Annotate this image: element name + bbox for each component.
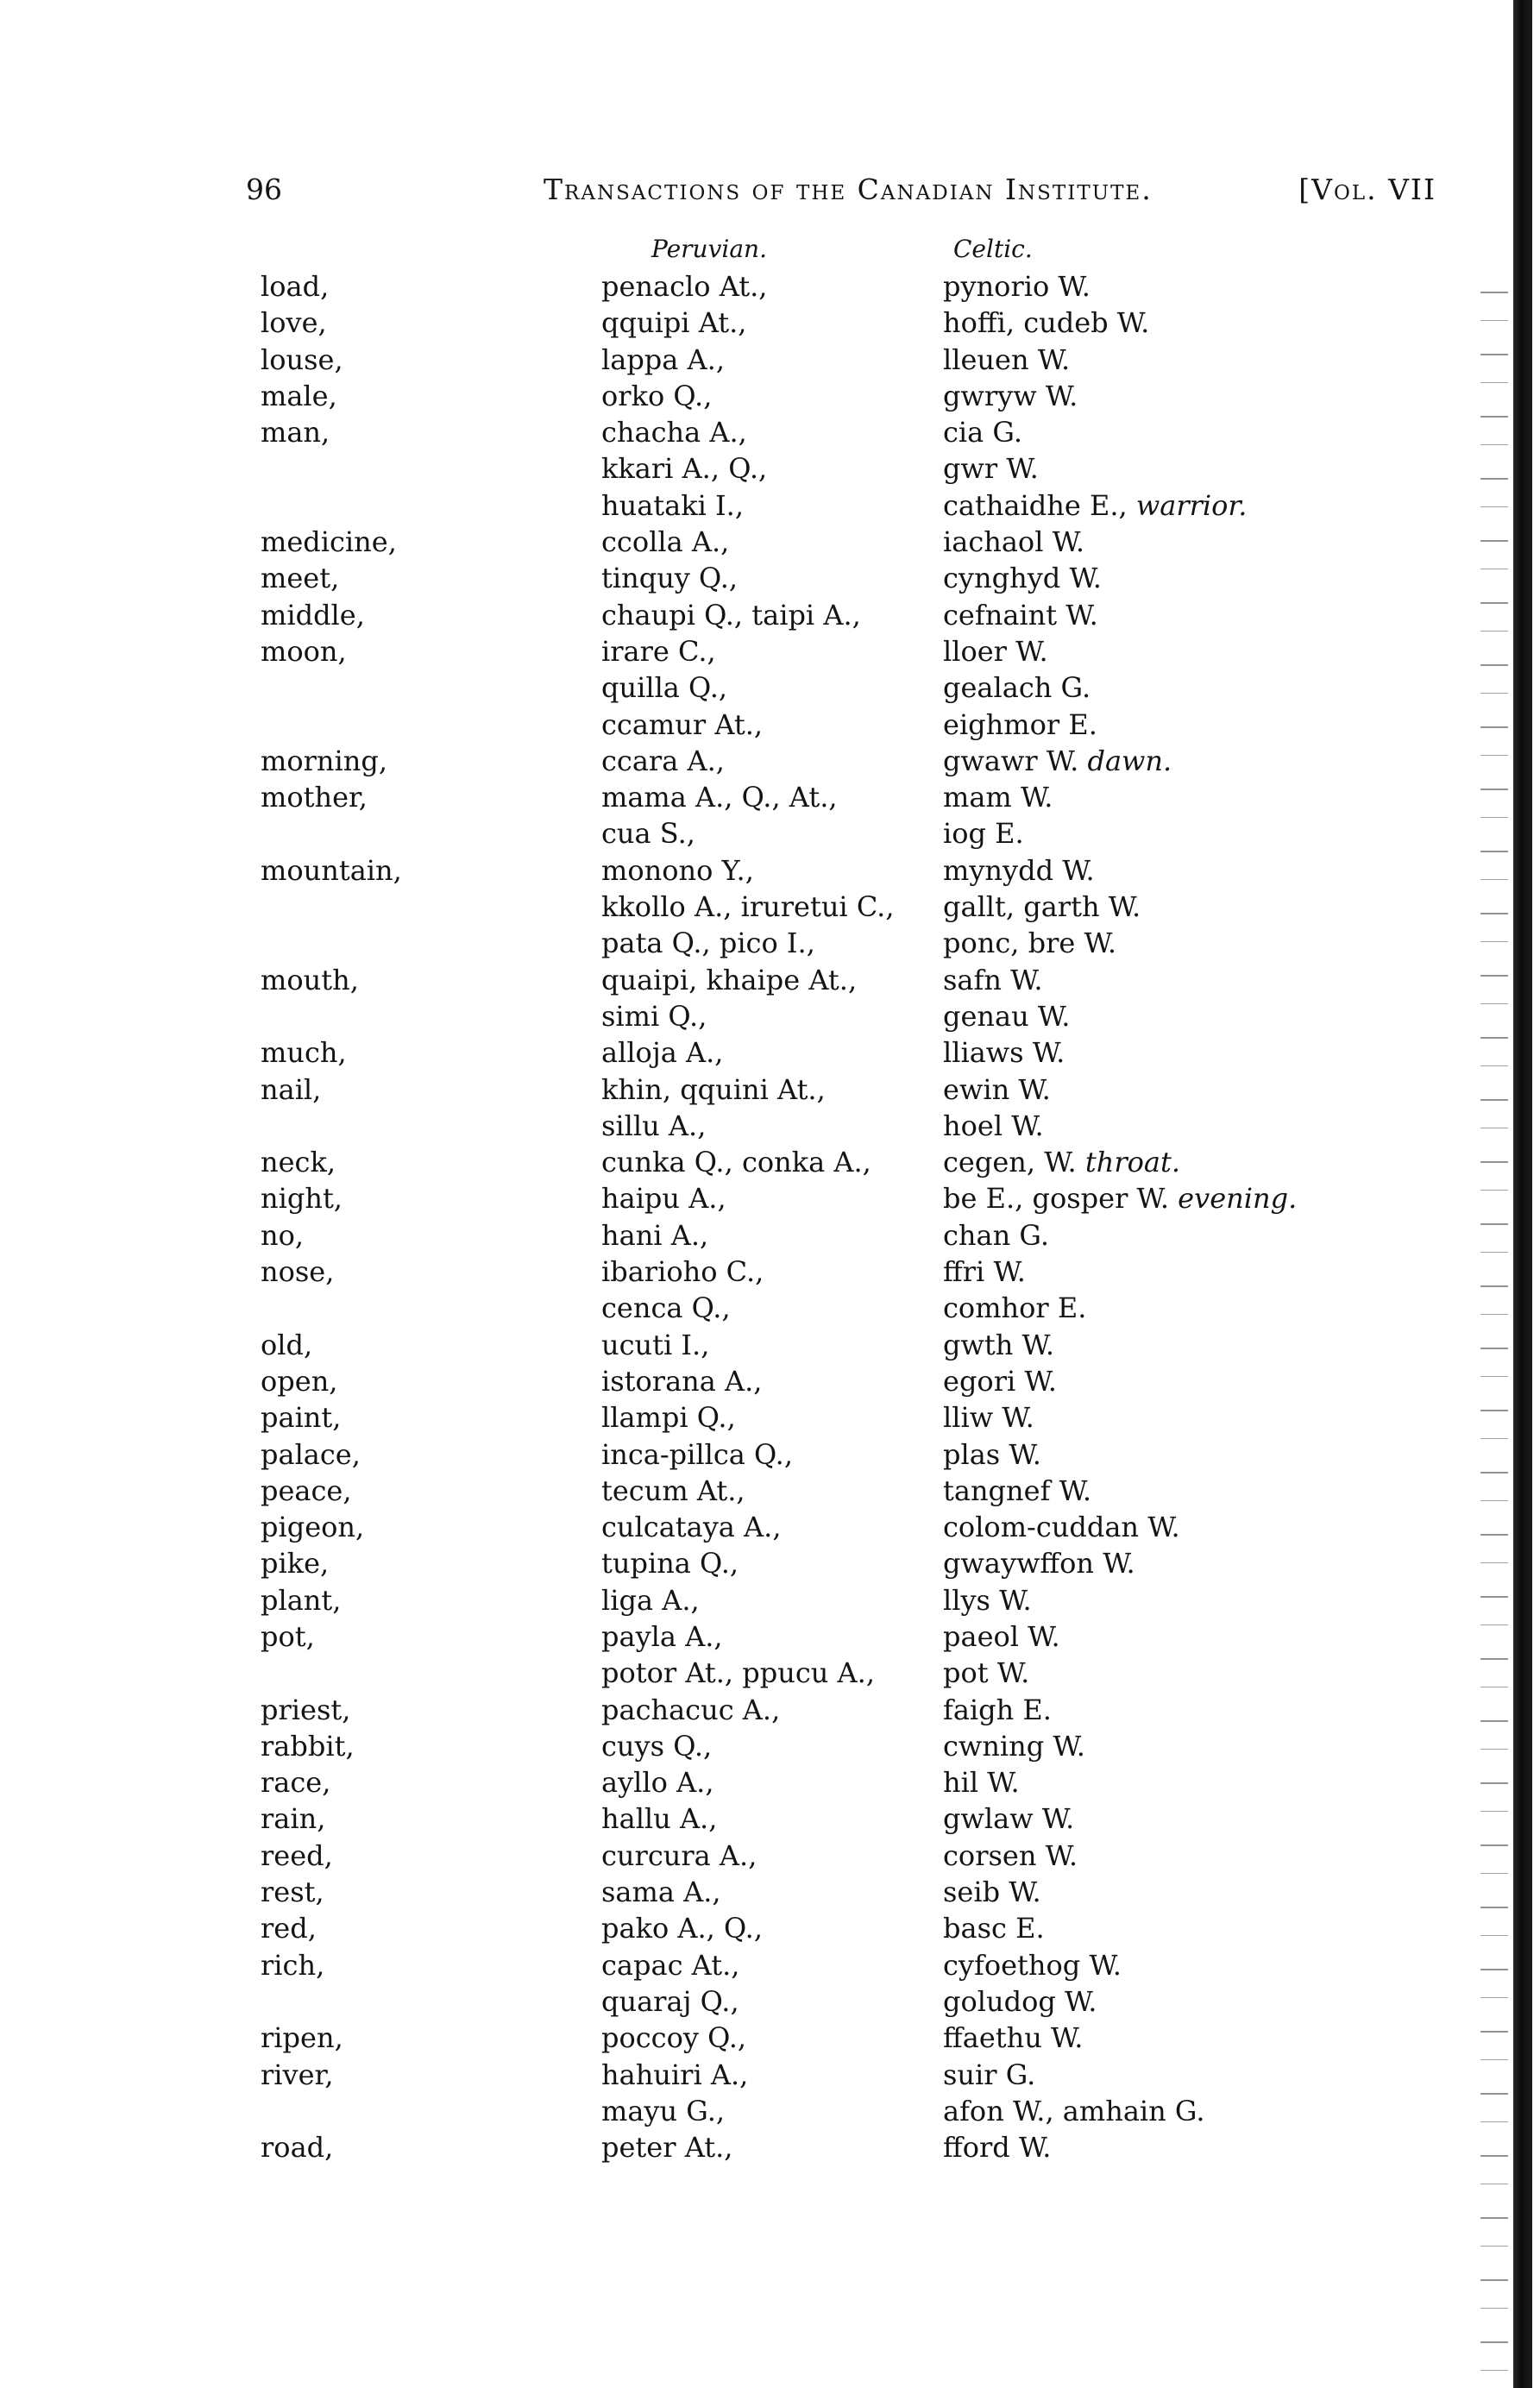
celtic-word-text: gallt, garth W.: [943, 890, 1141, 924]
vocabulary-row: [0, 669, 1540, 706]
vocabulary-row: [0, 925, 1540, 961]
english-word: priest,: [261, 1693, 351, 1726]
peruvian-word: mayu G.,: [601, 2094, 726, 2127]
celtic-word-text: cefnaint W.: [943, 598, 1098, 632]
celtic-word-text: iog E.: [943, 817, 1024, 851]
vocabulary-row: [0, 962, 1540, 998]
celtic-word: [943, 998, 1070, 1034]
peruvian-word: poccoy Q.,: [601, 2021, 747, 2055]
celtic-word-text: chan G.: [943, 1218, 1049, 1252]
english-word: rabbit,: [261, 1729, 355, 1763]
vocabulary-row: [0, 852, 1540, 889]
peruvian-word: qquipi At.,: [601, 306, 747, 340]
vocabulary-row: [0, 1582, 1540, 1618]
vocabulary-row: [0, 1910, 1540, 1946]
english-word: road,: [261, 2131, 334, 2165]
celtic-word-text: hoffi, cudeb W.: [943, 306, 1150, 340]
column-heading-celtic: Celtic.: [953, 235, 1033, 263]
vocabulary-row: [0, 1327, 1540, 1363]
celtic-word-text: be E., gosper W.: [943, 1182, 1179, 1216]
vocabulary-row: [0, 1473, 1540, 1509]
celtic-word: [943, 450, 1039, 487]
celtic-word: [943, 414, 1022, 450]
vocabulary-row: [0, 707, 1540, 743]
celtic-word: [943, 2057, 1035, 2093]
vocabulary-row: [0, 815, 1540, 852]
scan-edge-bar: [1513, 0, 1532, 2388]
english-word: nose,: [261, 1255, 335, 1289]
vocabulary-row: [0, 2020, 1540, 2056]
celtic-word: [943, 1509, 1180, 1545]
peruvian-word: istorana A.,: [601, 1364, 763, 1398]
peruvian-word: kkari A., Q.,: [601, 452, 768, 486]
peruvian-word: cunka Q., conka A.,: [601, 1146, 871, 1179]
celtic-word-text: cia G.: [943, 416, 1022, 449]
celtic-word: [943, 743, 1172, 779]
celtic-word-text: gealach G.: [943, 671, 1091, 705]
english-word: old,: [261, 1328, 313, 1361]
celtic-word: [943, 1947, 1122, 1983]
journal-title: Transactions of the Canadian Institute.: [544, 173, 1153, 206]
vocabulary-row: [0, 1180, 1540, 1216]
column-heading-peruvian: Peruvian.: [651, 235, 767, 263]
english-word: paint,: [261, 1401, 342, 1435]
english-word: race,: [261, 1766, 331, 1800]
vocabulary-row: [0, 342, 1540, 378]
peruvian-word: pata Q., pico I.,: [601, 927, 815, 960]
vocabulary-row: [0, 1144, 1540, 1180]
celtic-word-text: ponc, bre W.: [943, 927, 1116, 960]
vocabulary-row: [0, 1874, 1540, 1910]
vocabulary-row: [0, 1947, 1540, 1983]
vocabulary-row: [0, 487, 1540, 524]
vocabulary-row: [0, 1509, 1540, 1545]
english-word: load,: [261, 270, 330, 303]
celtic-word-text: lliw W.: [943, 1401, 1034, 1435]
celtic-word: [943, 852, 1095, 889]
peruvian-word: llampi Q.,: [601, 1401, 736, 1435]
celtic-word: [943, 2129, 1051, 2165]
vocabulary-list: [0, 268, 1540, 2165]
peruvian-word: huataki I.,: [601, 488, 745, 522]
english-word: peace,: [261, 1474, 352, 1507]
peruvian-word: cua S.,: [601, 817, 695, 851]
english-word: red,: [261, 1912, 317, 1945]
peruvian-word: curcura A.,: [601, 1838, 757, 1872]
vocabulary-row: [0, 597, 1540, 633]
celtic-word: [943, 1655, 1029, 1691]
english-word: mother,: [261, 781, 368, 814]
celtic-word: [943, 1108, 1044, 1144]
celtic-word: [943, 1728, 1085, 1764]
celtic-word: [943, 1692, 1052, 1728]
english-word: male,: [261, 379, 337, 412]
peruvian-word: ccara A.,: [601, 744, 725, 777]
english-word: rain,: [261, 1802, 326, 1836]
english-word: pike,: [261, 1547, 330, 1580]
vocabulary-row: [0, 998, 1540, 1034]
peruvian-word: liga A.,: [601, 1583, 700, 1617]
english-word: moon,: [261, 634, 347, 668]
english-word: morning,: [261, 744, 388, 777]
celtic-word: [943, 305, 1149, 341]
english-word: reed,: [261, 1838, 333, 1872]
celtic-word-text: faigh E.: [943, 1693, 1052, 1726]
english-word: pigeon,: [261, 1511, 365, 1544]
vocabulary-row: [0, 268, 1540, 305]
vocabulary-row: [0, 1290, 1540, 1326]
vocabulary-row: [0, 1692, 1540, 1728]
celtic-word: [943, 1144, 1180, 1180]
peruvian-word: orko Q.,: [601, 379, 713, 412]
running-header: [246, 173, 1436, 216]
celtic-word-text: comhor E.: [943, 1291, 1087, 1325]
celtic-word: [943, 1071, 1051, 1108]
celtic-word-text: ffri W.: [943, 1255, 1026, 1289]
celtic-word: [943, 889, 1141, 925]
english-word: much,: [261, 1036, 347, 1070]
celtic-word-text: gwaywffon W.: [943, 1547, 1135, 1580]
vocabulary-row: [0, 524, 1540, 560]
celtic-word-text: cyfoethog W.: [943, 1948, 1122, 1982]
peruvian-word: ucuti I.,: [601, 1328, 710, 1361]
english-word: pot,: [261, 1619, 315, 1653]
celtic-word: [943, 342, 1070, 378]
english-word: medicine,: [261, 525, 397, 559]
celtic-word-text: lloer W.: [943, 634, 1048, 668]
peruvian-word: kkollo A., iruretui C.,: [601, 890, 895, 924]
vocabulary-row: [0, 1071, 1540, 1108]
celtic-word-text: eighmor E.: [943, 707, 1097, 741]
celtic-word: [943, 779, 1053, 815]
celtic-word-text: cwning W.: [943, 1729, 1085, 1763]
english-word: rich,: [261, 1948, 325, 1982]
vocabulary-row: [0, 1618, 1540, 1655]
peruvian-word: pako A., Q.,: [601, 1912, 763, 1945]
peruvian-word: capac At.,: [601, 1948, 740, 1982]
celtic-word-text: corsen W.: [943, 1838, 1078, 1872]
celtic-word-text: suir G.: [943, 2058, 1036, 2091]
celtic-word-text: afon W., amhain G.: [943, 2094, 1205, 2127]
peruvian-word: quaraj Q.,: [601, 1984, 739, 2018]
celtic-word: [943, 268, 1091, 305]
celtic-word-text: plas W.: [943, 1437, 1041, 1471]
celtic-word: [943, 1800, 1074, 1837]
vocabulary-row: [0, 1399, 1540, 1436]
celtic-word-text: ffaethu W.: [943, 2021, 1084, 2055]
vocabulary-row: [0, 1728, 1540, 1764]
peruvian-word: simi Q.,: [601, 999, 707, 1033]
celtic-word: [943, 1399, 1034, 1436]
celtic-word-text: lliaws W.: [943, 1036, 1065, 1070]
celtic-word: [943, 1363, 1057, 1399]
vocabulary-row: [0, 1363, 1540, 1399]
vocabulary-row: [0, 1217, 1540, 1254]
english-word: open,: [261, 1364, 338, 1398]
celtic-word-text: cynghyd W.: [943, 562, 1102, 595]
peruvian-word: potor At., ppucu A.,: [601, 1656, 875, 1690]
celtic-word: [943, 1034, 1065, 1071]
celtic-word: [943, 1838, 1078, 1874]
vocabulary-row: [0, 560, 1540, 596]
celtic-word: [943, 633, 1048, 669]
vocabulary-row: [0, 743, 1540, 779]
celtic-word: [943, 669, 1091, 706]
celtic-word-text: gwryw W.: [943, 379, 1078, 412]
vocabulary-row: [0, 1254, 1540, 1290]
vocabulary-row: [0, 305, 1540, 341]
peruvian-word: hallu A.,: [601, 1802, 718, 1836]
english-word: nail,: [261, 1072, 322, 1106]
english-word: palace,: [261, 1437, 361, 1471]
peruvian-word: pachacuc A.,: [601, 1693, 781, 1726]
celtic-word-text: hoel W.: [943, 1109, 1044, 1142]
celtic-word: [943, 1290, 1086, 1326]
celtic-word-text: fford W.: [943, 2131, 1052, 2165]
vocabulary-row: [0, 1034, 1540, 1071]
celtic-gloss: warrior.: [1135, 488, 1248, 522]
peruvian-word: culcataya A.,: [601, 1511, 782, 1544]
celtic-word-text: genau W.: [943, 999, 1071, 1033]
celtic-word: [943, 925, 1116, 961]
celtic-word: [943, 1327, 1054, 1363]
peruvian-word: ccamur At.,: [601, 707, 764, 741]
celtic-word: [943, 560, 1102, 596]
celtic-word-text: tangnef W.: [943, 1474, 1092, 1507]
peruvian-word: inca-pillca Q.,: [601, 1437, 793, 1471]
page-number: 96: [246, 173, 282, 206]
celtic-word: [943, 962, 1043, 998]
volume-label: [Vol. VII: [1298, 173, 1436, 206]
vocabulary-row: [0, 1436, 1540, 1473]
celtic-word-text: safn W.: [943, 963, 1043, 996]
english-word: plant,: [261, 1583, 342, 1617]
english-word: mouth,: [261, 963, 359, 996]
celtic-word: [943, 1874, 1041, 1910]
celtic-word-text: lleuen W.: [943, 342, 1071, 376]
peruvian-word: tecum At.,: [601, 1474, 745, 1507]
vocabulary-row: [0, 1108, 1540, 1144]
celtic-word: [943, 487, 1247, 524]
celtic-word: [943, 1618, 1060, 1655]
celtic-word: [943, 378, 1078, 414]
vocabulary-row: [0, 1838, 1540, 1874]
celtic-gloss: throat.: [1084, 1146, 1181, 1179]
peruvian-word: cuys Q.,: [601, 1729, 713, 1763]
celtic-word: [943, 815, 1024, 852]
peruvian-word: ibarioho C.,: [601, 1255, 764, 1289]
peruvian-word: cenca Q.,: [601, 1291, 731, 1325]
celtic-word: [943, 1764, 1020, 1800]
peruvian-word: khin, qquini At.,: [601, 1072, 826, 1106]
celtic-word: [943, 597, 1098, 633]
peruvian-word: sillu A.,: [601, 1109, 707, 1142]
peruvian-word: tinquy Q.,: [601, 562, 739, 595]
celtic-word: [943, 1910, 1045, 1946]
peruvian-word: hani A.,: [601, 1218, 709, 1252]
celtic-word-text: basc E.: [943, 1912, 1045, 1945]
english-word: night,: [261, 1182, 343, 1216]
celtic-word-text: iachaol W.: [943, 525, 1085, 559]
peruvian-word: sama A.,: [601, 1876, 721, 1909]
celtic-word-text: gwth W.: [943, 1328, 1054, 1361]
vocabulary-row: [0, 2093, 1540, 2129]
english-word: louse,: [261, 342, 343, 376]
english-word: love,: [261, 306, 327, 340]
celtic-word-text: mynydd W.: [943, 853, 1095, 887]
peruvian-word: ayllo A.,: [601, 1766, 714, 1800]
peruvian-word: lappa A.,: [601, 342, 725, 376]
vocabulary-row: [0, 633, 1540, 669]
english-word: no,: [261, 1218, 305, 1252]
vocabulary-row: [0, 378, 1540, 414]
peruvian-word: alloja A.,: [601, 1036, 724, 1070]
celtic-word-text: egori W.: [943, 1364, 1057, 1398]
scan-edge-noise: [1480, 259, 1508, 2388]
english-word: rest,: [261, 1876, 324, 1909]
peruvian-word: payla A.,: [601, 1619, 723, 1653]
vocabulary-row: [0, 889, 1540, 925]
celtic-word: [943, 707, 1097, 743]
celtic-word-text: goludog W.: [943, 1984, 1097, 2018]
peruvian-word: chaupi Q., taipi A.,: [601, 598, 861, 632]
peruvian-word: mama A., Q., At.,: [601, 781, 838, 814]
celtic-word-text: paeol W.: [943, 1619, 1060, 1653]
celtic-word: [943, 1254, 1026, 1290]
english-word: neck,: [261, 1146, 336, 1179]
peruvian-word: chacha A.,: [601, 416, 747, 449]
vocabulary-row: [0, 414, 1540, 450]
celtic-word-text: cegen, W.: [943, 1146, 1085, 1179]
celtic-word-text: seib W.: [943, 1876, 1041, 1909]
vocabulary-row: [0, 450, 1540, 487]
peruvian-word: haipu A.,: [601, 1182, 726, 1216]
celtic-word-text: pot W.: [943, 1656, 1030, 1690]
peruvian-word: peter At.,: [601, 2131, 733, 2165]
peruvian-word: penaclo At.,: [601, 270, 768, 303]
celtic-word-text: cathaidhe E.,: [943, 488, 1136, 522]
peruvian-word: hahuiri A.,: [601, 2058, 749, 2091]
celtic-gloss: dawn.: [1087, 744, 1172, 777]
peruvian-word: irare C.,: [601, 634, 716, 668]
vocabulary-row: [0, 1800, 1540, 1837]
vocabulary-row: [0, 779, 1540, 815]
celtic-word-text: colom-cuddan W.: [943, 1511, 1180, 1544]
celtic-word: [943, 1473, 1091, 1509]
celtic-word: [943, 2093, 1205, 2129]
vocabulary-row: [0, 1764, 1540, 1800]
celtic-word-text: pynorio W.: [943, 270, 1091, 303]
vocabulary-row: [0, 1655, 1540, 1691]
celtic-word: [943, 1436, 1041, 1473]
celtic-word-text: mam W.: [943, 781, 1053, 814]
celtic-word: [943, 1217, 1049, 1254]
celtic-word-text: gwawr W.: [943, 744, 1088, 777]
celtic-word-text: gwr W.: [943, 452, 1039, 486]
english-word: ripen,: [261, 2021, 343, 2055]
celtic-word-text: gwlaw W.: [943, 1802, 1075, 1836]
celtic-word: [943, 524, 1084, 560]
peruvian-word: tupina Q.,: [601, 1547, 739, 1580]
peruvian-word: quilla Q.,: [601, 671, 728, 705]
english-word: meet,: [261, 562, 340, 595]
english-word: river,: [261, 2058, 334, 2091]
vocabulary-row: [0, 2129, 1540, 2165]
english-word: middle,: [261, 598, 365, 632]
celtic-word: [943, 1180, 1297, 1216]
celtic-gloss: evening.: [1178, 1182, 1298, 1216]
vocabulary-row: [0, 1545, 1540, 1581]
vocabulary-row: [0, 1983, 1540, 2020]
peruvian-word: ccolla A.,: [601, 525, 730, 559]
english-word: mountain,: [261, 853, 402, 887]
peruvian-word: quaipi, khaipe At.,: [601, 963, 858, 996]
celtic-word: [943, 1983, 1097, 2020]
peruvian-word: monono Y.,: [601, 853, 754, 887]
english-word: man,: [261, 416, 330, 449]
celtic-word-text: llys W.: [943, 1583, 1032, 1617]
celtic-word-text: ewin W.: [943, 1072, 1051, 1106]
celtic-word: [943, 2020, 1083, 2056]
celtic-word: [943, 1545, 1135, 1581]
celtic-word: [943, 1582, 1032, 1618]
celtic-word-text: hil W.: [943, 1766, 1020, 1800]
vocabulary-row: [0, 2057, 1540, 2093]
